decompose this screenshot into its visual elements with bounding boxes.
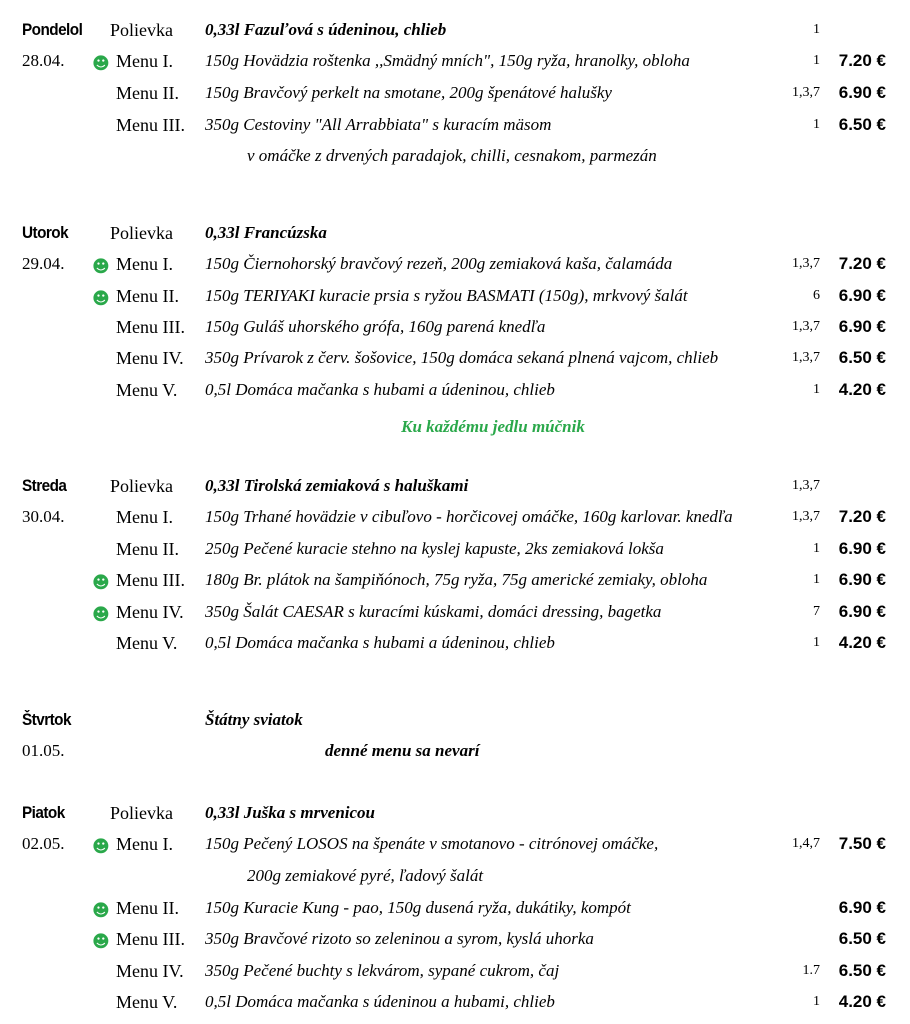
allergens: 1,4,7	[792, 836, 820, 851]
price: 6.90 €	[838, 539, 886, 558]
menu-label: Menu III.	[116, 929, 185, 949]
soup-label: Polievka	[110, 223, 173, 243]
menu-desc: 0,5l Domáca mačanka s hubami a údeninou, chlieb	[205, 380, 555, 399]
menu-desc: 0,5l Domáca mačanka s hubami a údeninou, chlieb	[205, 633, 555, 652]
allergens: 1	[813, 994, 820, 1009]
price: 7.20 €	[838, 51, 886, 70]
menu-desc-continuation: 200g zemiakové pyré, ľadový šalát	[247, 866, 484, 885]
menu-row	[0, 281, 910, 311]
menu-desc: 150g Bravčový perkelt na smotane, 200g špenátové halušky	[205, 83, 612, 102]
smiley-icon: ☻	[92, 605, 110, 625]
price: 6.50 €	[838, 929, 886, 948]
day-header-tuesday	[0, 218, 910, 248]
menu-desc: 150g Trhané hovädzie v cibuľovo - horčicovej omáčke, 160g karlovar. knedľa	[205, 507, 733, 526]
menu-label: Menu I.	[116, 834, 173, 854]
allergens: 7	[813, 604, 820, 619]
menu-label: Menu IV.	[116, 961, 184, 981]
smiley-icon: ☻	[92, 932, 110, 952]
menu-row	[0, 502, 910, 532]
allergens: 1	[813, 635, 820, 650]
soup-label: Polievka	[110, 476, 173, 496]
menu-label: Menu I.	[116, 254, 173, 274]
day-date: 02.05.	[22, 834, 65, 853]
menu-desc: 350g Pečené buchty s lekvárom, sypané cukrom, čaj	[205, 961, 560, 980]
menu-label: Menu V.	[116, 380, 178, 400]
day-name: Utorok	[22, 223, 69, 242]
menu-label: Menu I.	[116, 51, 173, 71]
menu-continuation	[0, 141, 910, 171]
day-date-row	[0, 736, 910, 766]
allergens: 1,3,7	[792, 509, 820, 524]
dessert-note: Ku každému jedlu múčnik	[401, 417, 585, 436]
dessert-note-row	[0, 412, 910, 442]
holiday-text: Štátny sviatok	[205, 710, 303, 729]
menu-row	[0, 565, 910, 595]
menu-row	[0, 956, 910, 986]
day-header-thursday	[0, 705, 910, 735]
menu-desc: 180g Br. plátok na šampiňónoch, 75g ryža, 75g americké zemiaky, obloha	[205, 570, 708, 589]
day-header-monday	[0, 15, 910, 45]
price: 7.20 €	[838, 507, 886, 526]
allergens: 1,3,7	[792, 319, 820, 334]
menu-desc: 150g Čiernohorský bravčový rezeň, 200g zemiaková kaša, čalamáda	[205, 254, 673, 273]
menu-label: Menu II.	[116, 898, 179, 918]
allergens: 1.7	[802, 963, 820, 978]
day-name: Piatok	[22, 803, 65, 822]
menu-row	[0, 893, 910, 923]
price: 6.50 €	[838, 961, 886, 980]
smiley-icon: ☻	[92, 289, 110, 309]
menu-row	[0, 924, 910, 954]
menu-label: Menu II.	[116, 286, 179, 306]
allergens: 1,3,7	[792, 350, 820, 365]
price: 7.20 €	[838, 254, 886, 273]
smiley-icon: ☻	[92, 54, 110, 74]
allergens: 1	[813, 117, 820, 132]
price: 7.50 €	[838, 834, 886, 853]
menu-desc: 0,5l Domáca mačanka s údeninou a hubami, chlieb	[205, 992, 555, 1011]
menu-row	[0, 312, 910, 342]
menu-desc: 150g TERIYAKI kuracie prsia s ryžou BASMATI (150g), mrkvový šalát	[205, 286, 688, 305]
smiley-icon: ☻	[92, 573, 110, 593]
menu-desc: 150g Hovädzia roštenka ,,Smädný mních", 150g ryža, hranolky, obloha	[205, 51, 690, 70]
menu-desc: 350g Šalát CAESAR s kuracími kúskami, domáci dressing, bagetka	[205, 602, 662, 621]
day-name: Pondelol	[22, 20, 83, 39]
menu-label: Menu III.	[116, 115, 185, 135]
price: 6.50 €	[838, 348, 886, 367]
menu-row	[0, 249, 910, 279]
allergens: 1	[813, 541, 820, 556]
price: 6.90 €	[838, 602, 886, 621]
menu-desc-continuation: v omáčke z drvených paradajok, chilli, cesnakom, parmezán	[247, 146, 657, 165]
menu-desc: 350g Prívarok z červ. šošovice, 150g domáca sekaná plnená vajcom, chlieb	[205, 348, 719, 367]
price: 6.90 €	[838, 317, 886, 336]
allergens: 1	[813, 382, 820, 397]
menu-label: Menu II.	[116, 83, 179, 103]
smiley-icon: ☻	[92, 901, 110, 921]
price: 6.90 €	[838, 570, 886, 589]
menu-row	[0, 46, 910, 76]
day-header-friday	[0, 798, 910, 828]
menu-row	[0, 597, 910, 627]
allergens: 1	[813, 53, 820, 68]
soup-label: Polievka	[110, 20, 173, 40]
day-name: Streda	[22, 476, 67, 495]
menu-desc: 350g Bravčové rizoto so zeleninou a syrom, kyslá uhorka	[205, 929, 594, 948]
allergens: 1,3,7	[792, 478, 820, 493]
smiley-icon: ☻	[92, 257, 110, 277]
price: 6.50 €	[838, 115, 886, 134]
menu-label: Menu II.	[116, 539, 179, 559]
menu-row	[0, 110, 910, 140]
menu-label: Menu III.	[116, 570, 185, 590]
menu-desc: 150g Pečený LOSOS na špenáte v smotanovo - citrónovej omáčke,	[205, 834, 659, 853]
menu-label: Menu V.	[116, 633, 178, 653]
menu-row	[0, 78, 910, 108]
menu-row	[0, 628, 910, 658]
price: 6.90 €	[838, 898, 886, 917]
smiley-icon: ☻	[92, 837, 110, 857]
soup-desc: 0,33l Francúzska	[205, 223, 327, 242]
day-date: 30.04.	[22, 507, 65, 526]
soup-desc: 0,33l Tirolská zemiaková s haluškami	[205, 476, 469, 495]
price: 4.20 €	[838, 380, 886, 399]
menu-desc: 150g Kuracie Kung - pao, 150g dusená ryža, dukátiky, kompót	[205, 898, 631, 917]
day-header-wednesday	[0, 471, 910, 501]
price: 4.20 €	[838, 992, 886, 1011]
allergens: 1	[813, 572, 820, 587]
soup-label: Polievka	[110, 803, 173, 823]
allergens: 1,3,7	[792, 85, 820, 100]
menu-desc: 150g Guláš uhorského grófa, 160g parená knedľa	[205, 317, 546, 336]
menu-label: Menu V.	[116, 992, 178, 1012]
day-name: Štvrtok	[22, 710, 71, 729]
menu-label: Menu I.	[116, 507, 173, 527]
price: 4.20 €	[838, 633, 886, 652]
soup-desc: 0,33l Fazuľová s údeninou, chlieb	[205, 20, 447, 39]
menu-row	[0, 829, 910, 859]
menu-label: Menu IV.	[116, 602, 184, 622]
price: 6.90 €	[838, 83, 886, 102]
menu-row	[0, 987, 910, 1017]
day-date: 01.05.	[22, 741, 65, 760]
menu-continuation	[0, 861, 910, 891]
day-date: 28.04.	[22, 51, 65, 70]
soup-desc: 0,33l Juška s mrvenicou	[205, 803, 376, 822]
no-cooking-text: denné menu sa nevarí	[325, 741, 480, 760]
menu-row	[0, 375, 910, 405]
allergens: 6	[813, 288, 820, 303]
menu-desc: 350g Cestoviny "All Arrabbiata" s kuracím mäsom	[205, 115, 552, 134]
price: 6.90 €	[838, 286, 886, 305]
menu-desc: 250g Pečené kuracie stehno na kyslej kapuste, 2ks zemiaková lokša	[205, 539, 664, 558]
allergens: 1,3,7	[792, 256, 820, 271]
menu-row	[0, 534, 910, 564]
day-date: 29.04.	[22, 254, 65, 273]
allergens: 1	[813, 22, 820, 37]
menu-label: Menu IV.	[116, 348, 184, 368]
menu-row	[0, 343, 910, 373]
menu-label: Menu III.	[116, 317, 185, 337]
